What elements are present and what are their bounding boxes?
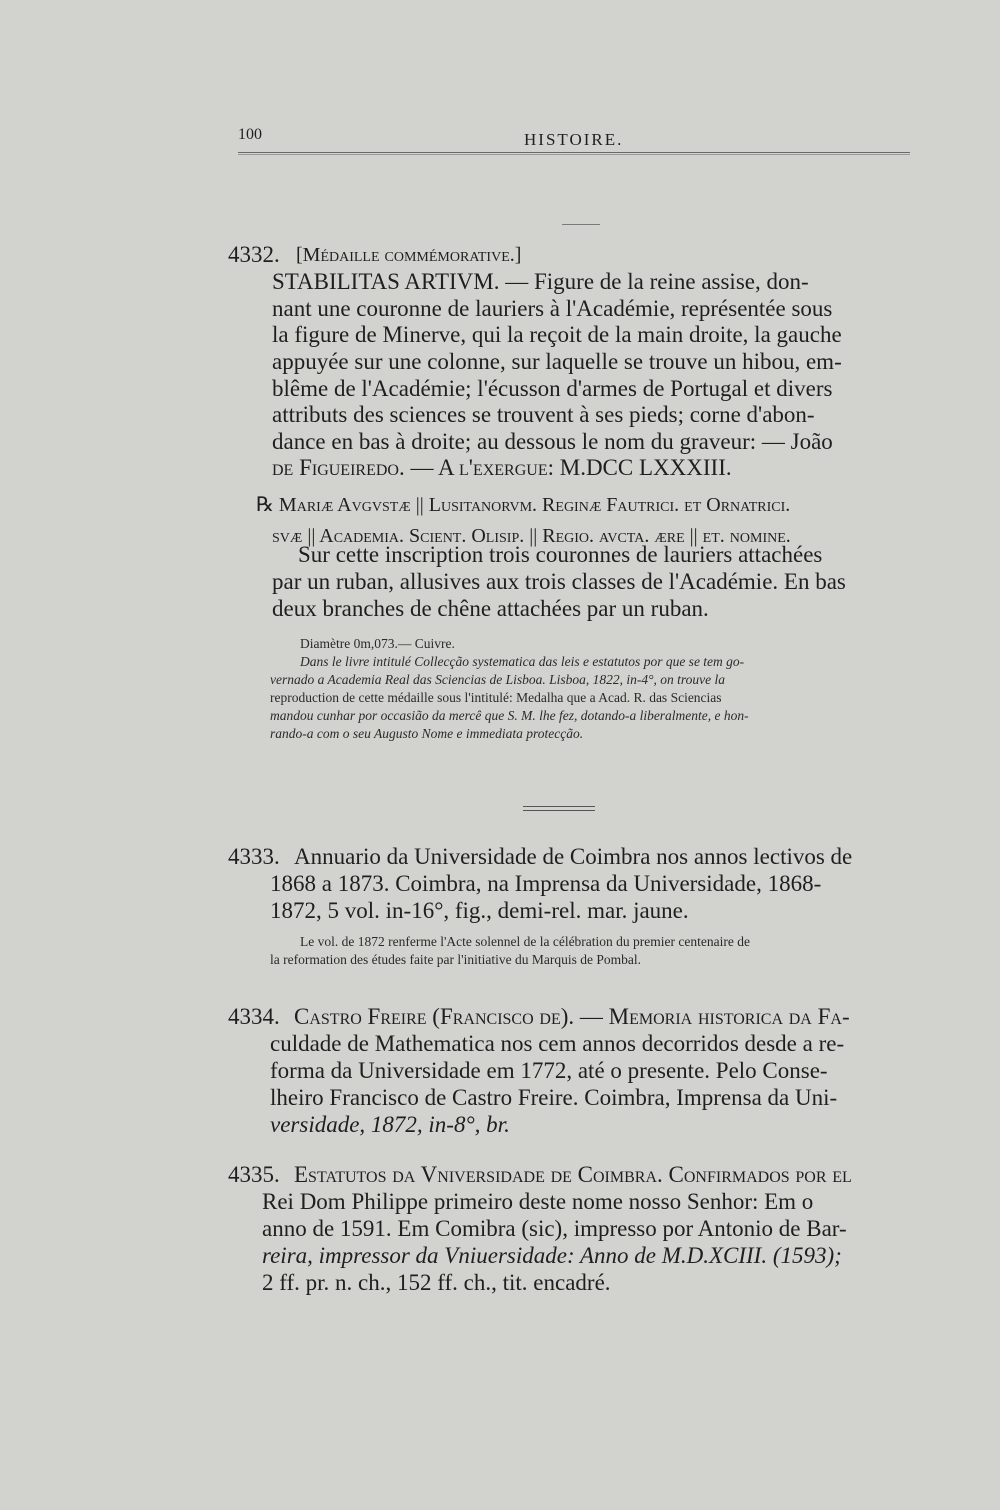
note-line: Dans le livre intitulé Collecção systematica das leis e estatutos por que se tem go- bbox=[300, 654, 745, 669]
entry-line: 1872, 5 vol. in-16°, fig., demi-rel. mar. jaune. bbox=[270, 898, 689, 923]
note-line: la reformation des études faite par l'initiative du Marquis de Pombal. bbox=[270, 952, 641, 967]
page-header bbox=[238, 126, 910, 156]
entry-line: Sur cette inscription trois couronnes de lauriers attachées bbox=[298, 542, 823, 567]
entry-line: dance en bas à droite; au dessous le nom du graveur: — João bbox=[272, 429, 833, 454]
entry-4332 bbox=[228, 238, 918, 638]
entry-line: nant une couronne de lauriers à l'Académie, représentée sous bbox=[272, 296, 833, 321]
entry-line: par un ruban, allusives aux trois classes de l'Académie. En bas bbox=[272, 569, 846, 594]
entry-number: 4334. bbox=[228, 1004, 280, 1029]
entry-number: 4335. bbox=[228, 1162, 280, 1187]
note-line: Diamètre 0m,073.— Cuivre. bbox=[300, 636, 455, 651]
entry-line: [Médaille commémorative.] bbox=[296, 244, 522, 266]
entry-4332-note bbox=[270, 636, 910, 766]
entry-line: lheiro Francisco de Castro Freire. Coimbra, Imprensa da Uni- bbox=[270, 1085, 838, 1110]
entry-line: attributs des sciences se trouvent à ses pieds; corne d'abon- bbox=[272, 402, 815, 427]
note-line: reproduction de cette médaille sous l'intitulé: Medalha que a Acad. R. das Sciencias bbox=[270, 690, 722, 705]
entry-line: la figure de Minerve, qui la reçoit de la main droite, la gauche bbox=[272, 322, 842, 347]
entry-line: deux branches de chêne attachées par un ruban. bbox=[272, 596, 709, 621]
entry-line: STABILITAS ARTIVM. — Figure de la reine assise, don- bbox=[272, 269, 809, 294]
section-double-rule bbox=[523, 806, 595, 811]
entry-number: 4332. bbox=[228, 242, 280, 267]
page-number: 100 bbox=[238, 126, 262, 143]
entry-line: anno de 1591. Em Comibra (sic), impresso por Antonio de Bar- bbox=[262, 1216, 847, 1241]
note-line: mandou cunhar por occasião da mercê que S. M. lhe fez, dotando-a liberalmente, e hon- bbox=[270, 708, 749, 723]
entry-line: forma da Universidade em 1772, até o presente. Pelo Conse- bbox=[270, 1058, 828, 1083]
note-line: Le vol. de 1872 renferme l'Acte solennel de la célébration du premier centenaire de bbox=[300, 934, 750, 949]
entry-line: Annuario da Universidade de Coimbra nos annos lectivos de bbox=[294, 844, 853, 869]
entry-line: 1868 a 1873. Coimbra, na Imprensa da Universidade, 1868- bbox=[270, 871, 822, 896]
entry-line: appuyée sur une colonne, sur laquelle se trouve un hibou, em- bbox=[272, 349, 842, 374]
entry-4334 bbox=[228, 1004, 918, 1144]
entry-4333-note bbox=[270, 934, 910, 974]
entry-line: Rei Dom Philippe primeiro deste nome nosso Senhor: Em o bbox=[262, 1189, 814, 1214]
note-line: rando-a com o seu Augusto Nome e immediata protecção. bbox=[270, 726, 584, 741]
header-rule bbox=[238, 152, 910, 155]
entry-line: culdade de Mathematica nos cem annos decorridos desde a re- bbox=[270, 1031, 845, 1056]
entry-line: versidade, 1872, in-8°, br. bbox=[270, 1112, 510, 1137]
entry-number: 4333. bbox=[228, 844, 280, 869]
entry-line: blême de l'Académie; l'écusson d'armes de Portugal et divers bbox=[272, 376, 833, 401]
entry-line: ℞ Mariæ Avgvstæ || Lusitanorvm. Reginæ Fautrici. et Ornatrici. bbox=[256, 494, 791, 516]
entry-line: reira, impressor da Vniuersidade: Anno de M.D.XCIII. (1593); bbox=[262, 1243, 842, 1268]
entry-4335 bbox=[228, 1162, 918, 1302]
running-title: HISTOIRE. bbox=[524, 130, 624, 149]
entry-line: de Figueiredo. — A l'exergue: M.DCC LXXXIII. bbox=[272, 455, 732, 480]
section-rule bbox=[562, 224, 600, 225]
entry-line: 2 ff. pr. n. ch., 152 ff. ch., tit. encadré. bbox=[262, 1270, 611, 1295]
note-line: vernado a Academia Real das Sciencias de Lisboa. Lisboa, 1822, in-4°, on trouve la bbox=[270, 672, 725, 687]
entry-line: Estatutos da Vniversidade de Coimbra. Confirmados por el bbox=[294, 1162, 852, 1187]
entry-4333 bbox=[228, 844, 918, 934]
entry-line: Castro Freire (Francisco de). — Memoria historica da Fa- bbox=[294, 1004, 850, 1029]
entry-line: svæ || Academia. Scient. Olisip. || Regio. avcta. ære || et. nomine. bbox=[272, 525, 791, 547]
